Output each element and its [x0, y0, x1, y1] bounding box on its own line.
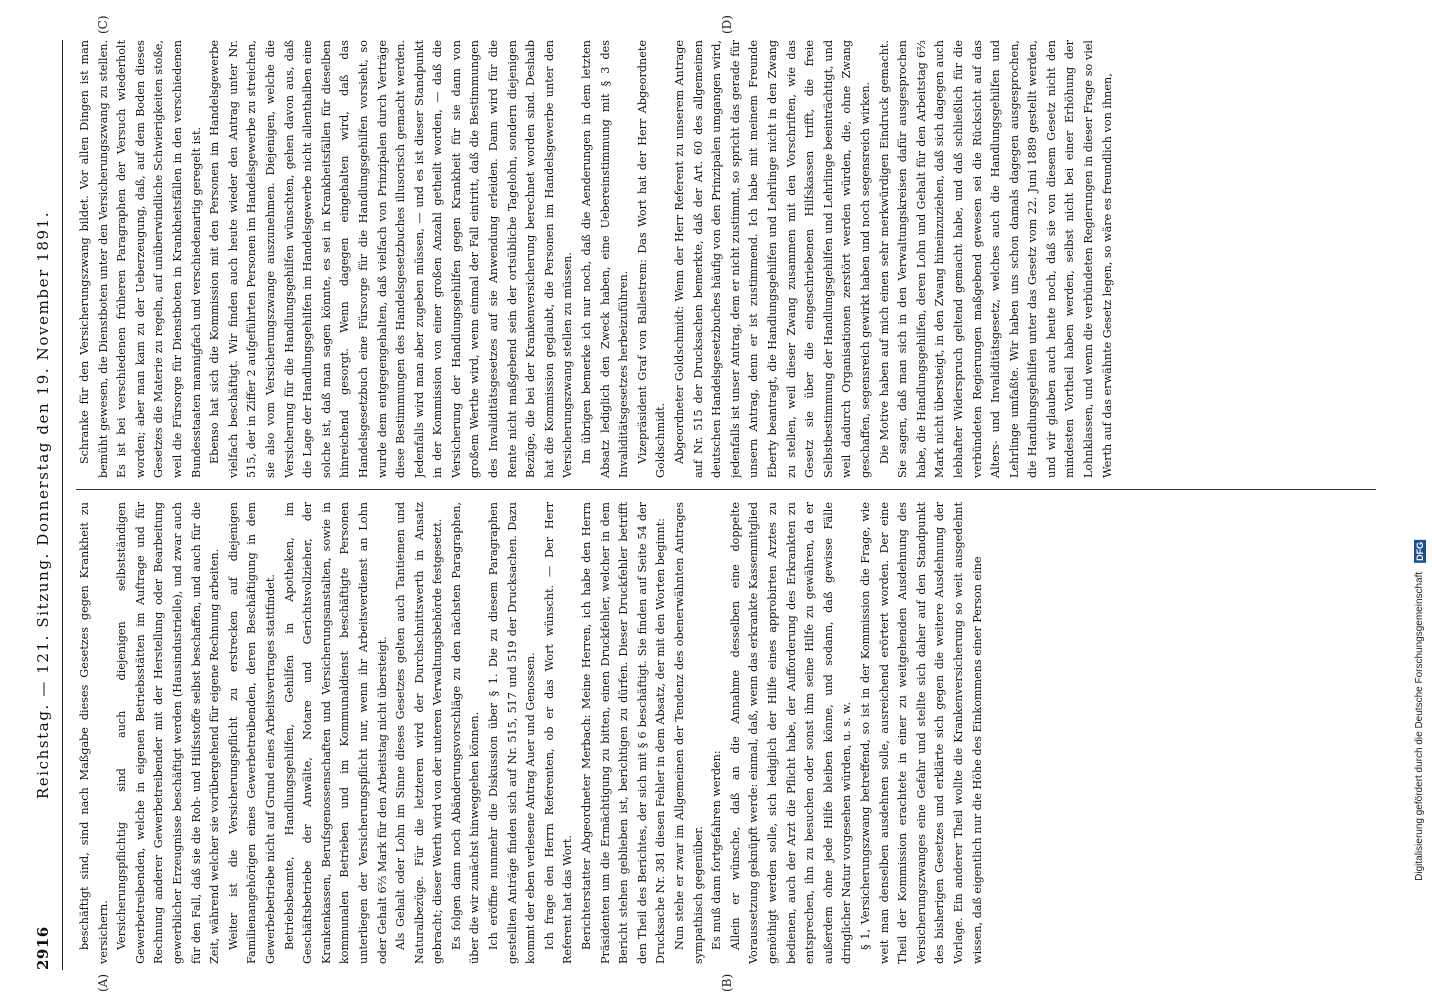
paragraph: Schranke für den Versicherungszwang bildet. Vor allen Dingen ist man bemüht gewesen, die Dienstboten unter den Versicherungszwang zu stellen. Es ist bei verschiedenen früheren Paragraphen der Versuch wiederholt worden; aber man kam zu der Ueberzeugung, daß, auf dem Boden dieses Gesetzes die Materie zu regeln, auf unüberwindliche Schwierigkeiten stoße, weil die Fürsorge für Dienstboten in Krankheitsfällen in den verschiedenen Bundesstaaten mannigfach und verschiedenartig geregelt ist. — [78, 40, 203, 478]
paragraph: Vizepräsident Graf von Ballestrem: Das Wort hat der Herr Abgeordnete Goldschmidt. — [635, 40, 668, 478]
column-divider — [76, 489, 1376, 490]
left-text-column — [76, 502, 1376, 964]
paragraph: Ich frage den Herrn Referenten, ob er das Wort wünscht. — Der Herr Referent hat das Wort. — [542, 502, 575, 964]
page-number: 2916 — [34, 926, 52, 970]
paragraph: Die Motive haben auf mich einen sehr merkwürdigen Eindruck gemacht. Sie sagen, daß man sich in den Verwaltungskreisen dafür ausgesprochen habe, die Handlungsgehilfen, deren Lohn und Gehalt für den Arbeitstag 6⅔ Mark nicht übersteigt, in den Zwang hineinzuziehen, daß sich dagegen auch lebhafter Widerspruch geltend gemacht habe, und daß schließlich für die verbündeten Regierungen maßgebend gewesen sei die Rücksicht auf das Alters- und Invaliditätsgesetz, welches auch die Handlungsgehilfen und Lehrlinge umfaßte. Wir haben uns schon damals dagegen ausgesprochen, die Handlungsgehilfen unter das Gesetz vom 22. Juni 1889 gestellt werden, und wir glauben auch heute noch, daß sie von diesem Gesetz nicht den mindesten Vortheil haben werden, selbst nicht bei einer Erhöhung der Lohnklassen, und wenn die verbündeten Regierungen in dieser Frage so viel Werth auf das erwähnte Gesetz legen, so wäre es freundlich von ihnen, — [877, 40, 1114, 478]
running-title: Reichstag. — 121. Sitzung. Donnerstag den 19. November 1891. — [34, 210, 52, 800]
margin-mark-A: (A) — [96, 973, 110, 992]
paragraph: Es folgen dann noch Abänderungsvorschläge zu den nächsten Paragraphen, über die wir zunächst hinweggehen können. — [449, 502, 482, 964]
paragraph: Im übrigen bemerke ich nur noch, daß die Aenderungen in dem letzten Absatz lediglich den Zweck haben, eine Uebereinstimmung mit § 3 des Invaliditätsgesetzes herbeizuführen. — [580, 40, 631, 478]
paragraph: § 1, Versicherungszwang betreffend, so ist in der Kommission die Frage, wie weit man denselben ausdehnen solle, ausreichend erörtert worden. Der eine Theil der Kommission erachtete in einer zu weitgehenden Ausdehnung des Versicherungszwanges eine Gefahr und stellte sich daher auf den Standpunkt des bisherigen Gesetzes und erklärte sich gegen die weitere Ausdehnung der Vorlage. Ein anderer Theil wollte die Krankenversicherung so weit ausgedehnt wissen, daß eigentlich nur die Höhe des Einkommens einer Person eine — [858, 502, 984, 964]
paragraph: Weiter ist die Versicherungspflicht zu erstrecken auf diejenigen Familienangehörigen eines Gewerbetreibenden, deren Beschäftigung in dem Gewerbebetriebe nicht auf Grund eines Arbeitsvertrages stattfindet. — [226, 502, 277, 964]
paragraph: Berichterstatter Abgeordneter Merbach: Meine Herren, ich habe den Herrn Präsidenten um die Ermächtigung zu bitten, einen Druckfehler, welcher in dem Bericht stehen geblieben ist, berichtigen zu dürfen. Dieser Druckfehler betrifft den Theil des Berichtes, der sich mit § 6 beschäftigt. Sie finden auf Seite 54 der Drucksache Nr. 381 diesen Fehler in dem Absatz, der mit den Worten beginnt: — [580, 502, 668, 964]
dfg-logo: DFG — [1415, 542, 1425, 561]
margin-mark-D: (D) — [720, 15, 734, 34]
margin-mark-B: (B) — [720, 973, 734, 992]
paragraph: Betriebsbeamte, Handlungsgehilfen, Gehilfen in Apotheken, im Geschäftsbetriebe der Anwälte, Notare und Gerichtsvollzieher, der Krankenkassen, Berufsgenossenschaften und Versicherungsanstalten, sowie in kommunalen Betrieben und im Kommunaldienst beschäftigte Personen unterliegen der Versicherungspflicht nur, wenn ihr Arbeitsverdienst an Lohn oder Gehalt 6⅔ Mark für den Arbeitstag nicht übersteigt. — [282, 502, 389, 964]
paragraph: Als Gehalt oder Lohn im Sinne dieses Gesetzes gelten auch Tantiemen und Naturalbezüge. Für die letzteren wird der Durchschnittswerth in Ansatz gebracht; dieser Werth wird von der unteren Verwaltungsbehörde festgesetzt. — [394, 502, 445, 964]
margin-mark-C: (C) — [96, 15, 110, 34]
header-rule — [62, 40, 63, 970]
digitization-note-text: Digitalisierung gefördert durch die Deutsche Forschungsgemeinschaft — [1414, 571, 1425, 881]
paragraph: Ebenso hat sich die Kommission mit den Personen im Handelsgewerbe vielfach beschäftigt. Wir finden auch heute wieder den Antrag unter Nr. 515, der in Ziffer 2 aufgeführten Personen im Handelsgewerbe zu streichen, sie also vom Versicherungszwange auszunehmen. Diejenigen, welche die Versicherung für die Handlungsgehilfen wünschten, gehen davon aus, daß die Lage der Handlungsgehilfen im Handelsgewerbe nicht allenthalben eine solche ist, daß man sagen könnte, es sei in Krankheitsfällen für dieselben hinreichend gesorgt. Wenn dagegen eingehalten wird, daß das Handelsgesetzbuch eine Fürsorge für die Handlungsgehilfen vorsieht, so wurde dem entgegengehalten, daß vielfach von Prinzipalen durch Verträge diese Bestimmungen des Handelsgesetzbuches illusorisch gemacht werden. Jedenfalls wird man aber zugeben müssen, — und es ist dieser Standpunkt in der Kommission von einer großen Anzahl getheilt worden, — daß die Versicherung der Handlungsgehilfen gegen Krankheit für sie dann von großem Werthe wird, wenn einmal der Fall eintritt, daß die Bestimmungen des Invaliditätsgesetzes auf sie Anwendung erleiden. Dann wird für die Rente nicht maßgebend sein der ortsübliche Tagelohn, sondern diejenigen Bezüge, die bei der Krankenversicherung berechnet worden sind. Deshalb hat die Kommission geglaubt, die Personen im Handelsgewerbe unter den Versicherungszwang stellen zu müssen. — [208, 40, 575, 478]
running-header — [34, 40, 60, 970]
paragraph: Es muß dann fortgefahren werden: — [710, 750, 724, 950]
right-text-column — [76, 40, 1376, 478]
paragraph: beschäftigt sind, sind nach Maßgabe dieses Gesetzes gegen Krankheit zu versichern. — [78, 502, 110, 964]
paragraph: Versicherungspflichtig sind auch diejenigen selbstständigen Gewerbetreibenden, welche in eigenen Betriebsstätten im Auftrage und für Rechnung anderer Gewerbetreibender mit der Herstellung oder Bearbeitung gewerblicher Erzeugnisse beschäftigt werden (Hausindustrielle), und zwar auch für den Fall, daß sie die Roh- und Hilfsstoffe selbst beschaffen, und auch für die Zeit, während welcher sie vorübergehend für eigene Rechnung arbeiten. — [115, 502, 222, 964]
digitization-note — [1414, 540, 1426, 881]
paragraph: Nun stehe er zwar im Allgemeinen der Tendenz des obenerwähnten Antrages sympathisch gegenüber. — [673, 502, 705, 964]
paragraph: Allein er wünsche, daß an die Annahme desselben eine doppelte Voraussetzung geknüpft werde: einmal, daß, wenn das erkrankte Kassenmitglied genöthigt werden solle, sich lediglich der Hilfe eines approbirten Arztes zu bedienen, auch der Arzt die Pflicht habe, der Aufforderung des Erkrankten zu entsprechen, ihn zu besuchen oder sonst ihm seine Hilfe zu gewähren, da er außerdem ohne jede Hilfe bleiben könne, und sodann, daß gewisse Fälle dringlicher Natur vorgesehen würden, u. s. w. — [728, 502, 854, 964]
paragraph: Abgeordneter Goldschmidt: Wenn der Herr Referent zu unserem Antrage auf Nr. 515 der Drucksachen bemerkte, daß der Art. 60 des allgemeinen deutschen Handelsgesetzbuches häufig von den Prinzipalen umgangen wird, jedenfalls ist unser Antrag, dem er nicht zustimmt, so spricht das gerade für unsern Antrag, denn er ist zustimmend. Ich habe mit meinem Freunde Eberty beantragt, die Handlungsgehilfen und Lehrlinge nicht in den Zwang zu stellen, weil dieser Zwang zusammen mit den Vorschriften, wie das Gesetz sie über die eingeschriebenen Hilfskassen trifft, die freie Selbstbestimmung der Handlungsgehilfen und Lehrlinge beeinträchtigt, und weil dadurch Organisationen zerstört werden würden, die, ohne Zwang geschaffen, segensreich gewirkt haben und noch segensreich wirken. — [673, 40, 872, 478]
paragraph: Ich eröffne nunmehr die Diskussion über § 1. Die zu diesem Paragraphen gestellten Anträge finden sich auf Nr. 515, 517 und 519 der Drucksachen. Dazu kommt der eben verlesene Antrag Auer und Genossen. — [487, 502, 538, 964]
